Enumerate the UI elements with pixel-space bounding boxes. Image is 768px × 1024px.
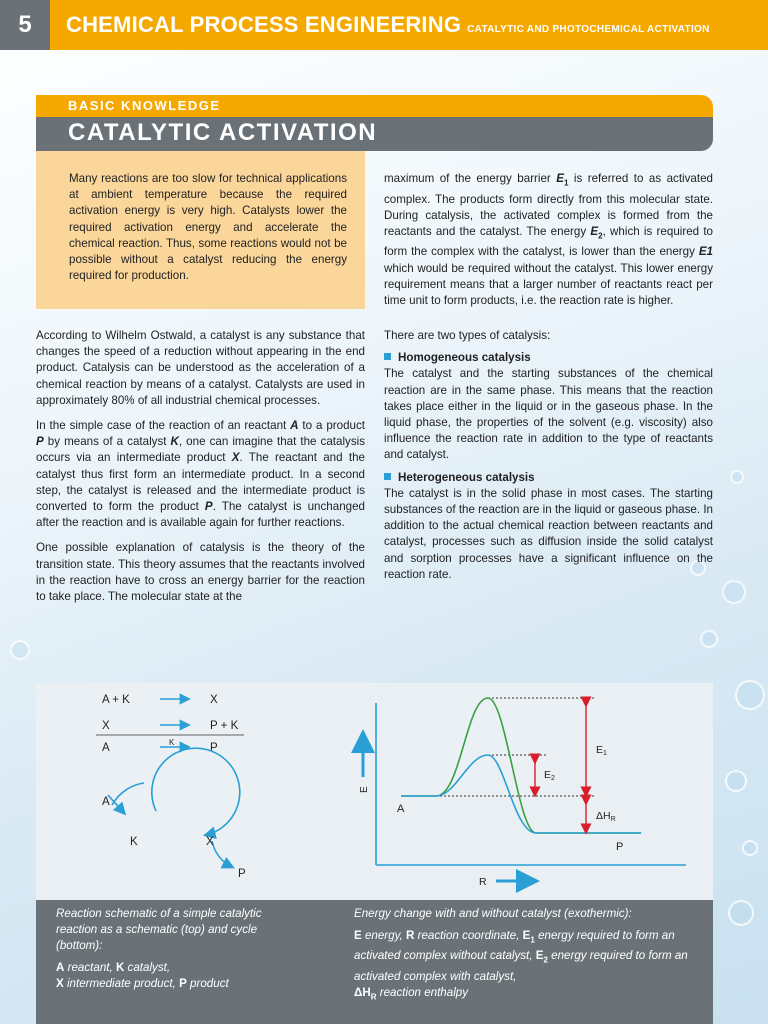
label-dh: ΔHR: [596, 810, 616, 823]
caption-left-legend: A reactant, K catalyst, X intermediate product, P product: [56, 961, 229, 990]
header-title-text: CHEMICAL PROCESS ENGINEERING: [66, 12, 462, 37]
label-a: A: [397, 803, 405, 815]
section-kicker: BASIC KNOWLEDGE: [68, 98, 221, 113]
cycle-arc: [152, 748, 240, 835]
x-axis-label: R: [479, 876, 487, 888]
bubble-decoration: [725, 770, 747, 792]
page-number: 5: [0, 0, 50, 50]
figure-panel: [36, 683, 713, 900]
bubble-decoration: [700, 630, 718, 648]
bubble-decoration: [735, 680, 765, 710]
scheme-row2-left: X: [102, 720, 110, 732]
left-paragraph-2: In the simple case of the reaction of an reactant A to a product P by means of a catalyst K, one can imagine that the catalysis occurs via an intermediate product X. The reactant and the catalyst thus first form an intermediate product. In a second step, the catalyst is released and the intermediate product is converted to form the product P. The catalyst is unchanged after the reaction and is available again for further reactions.: [36, 419, 366, 530]
bubble-decoration: [728, 900, 754, 926]
homogeneous-title: Homogeneous catalysis: [384, 350, 713, 366]
heterogeneous-title: Heterogeneous catalysis: [384, 470, 713, 486]
right-column: [384, 171, 713, 318]
caption-right-legend: E energy, R reaction coordinate, $E_1$ energy required to form an activated complex without catalyst, $E_2$ energy required to form an activated complex with catalyst, $\Delta H_R$ reaction enthalpy: [354, 929, 688, 1001]
cycle-arrow-a: [108, 795, 124, 813]
bubble-decoration: [10, 640, 30, 660]
scheme-row3-arrow-label: K: [169, 738, 175, 747]
caption-right-intro: Energy change with and without catalyst (exothermic):: [354, 907, 632, 920]
types-intro: There are two types of catalysis:: [384, 329, 551, 342]
scheme-row1-right: X: [210, 694, 218, 706]
section-title: CATALYTIC ACTIVATION: [68, 119, 378, 146]
cycle-arc-top: [112, 783, 144, 805]
heterogeneous-text: The catalyst is in the solid phase in most cases. The starting substances of the reaction are in the liquid or gaseous phase. In addition to the actual chemical reaction between reactants and catalyst, processes such as diffusion inside the solid catalyst and sorption processes have a significant influence on the reaction rate.: [384, 486, 713, 581]
label-e1: E1: [596, 744, 607, 757]
y-axis-label: E: [359, 786, 370, 793]
caption-left: [56, 906, 306, 992]
catalysis-types: [384, 328, 713, 592]
left-paragraph-1: According to Wilhelm Ostwald, a catalyst is any substance that changes the speed of a reduction without appearing in the end product. Catalysis can be understood as the acceleration of a chemical reaction by means of a catalyst. Catalysts are used in approximately 80% of all industrial chemical processes.: [36, 329, 365, 407]
left-paragraph-3: One possible explanation of catalysis is the theory of the transition state. This theory assumes that the reactants involved in the reaction have to cross an energy barrier for the reaction to take place. The molecular state at the: [36, 541, 365, 604]
cycle-label-a: A: [102, 796, 110, 808]
header-title: [66, 12, 710, 38]
caption-right: [354, 906, 704, 1005]
caption-left-intro: Reaction schematic of a simple catalytic reaction as a schematic (top) and cycle (bottom):: [56, 907, 262, 952]
header-subtitle: CATALYTIC AND PHOTOCHEMICAL ACTIVATION: [467, 24, 710, 35]
cycle-label-x: X: [206, 836, 214, 848]
figure-svg: [36, 683, 713, 900]
bubble-decoration: [730, 470, 744, 484]
label-p: P: [616, 841, 624, 853]
bubble-decoration: [722, 580, 746, 604]
homogeneous-text: The catalyst and the starting substances of the chemical reaction are in the same phase. This means that the reaction takes place either in the liquid or in the gaseous phase. In the liquid phase, the properties of the solvent (e.g. viscosity) also influence the reaction rate in addition to the type of reactants and catalyst.: [384, 367, 713, 462]
cycle-label-k: K: [130, 836, 138, 848]
left-column: [36, 328, 365, 614]
label-e2: E2: [544, 769, 555, 782]
scheme-row3-left: A: [102, 742, 110, 754]
scheme-row3-right: P: [210, 742, 218, 754]
scheme-row2-right: P + K: [210, 720, 239, 732]
intro-text: Many reactions are too slow for technical applications at ambient temperature because the required activation energy is very high. Catalysts lower the required activation energy and accelerate the chemical reaction. Thus, some reactions would not be possible without a catalyst reducing the energy required for production.: [69, 172, 347, 283]
cycle-label-p: P: [238, 868, 246, 880]
right-paragraph-1: maximum of the energy barrier $E_1$ is referred to as activated complex. The products form directly from this molecular state. During catalysis, the activated complex is formed from the reactants and the catalyst. The energy $E_2$, which is required to form the complex with the catalyst, is lower than the energy E1 which would be required without the catalyst. This lower energy requirement means that a larger number of reactants react per time unit to form products, i.e. the reaction rate is higher.: [384, 172, 714, 308]
bubble-decoration: [742, 840, 758, 856]
cycle-arrow-p: [212, 841, 232, 867]
scheme-row1-left: A + K: [102, 694, 130, 706]
